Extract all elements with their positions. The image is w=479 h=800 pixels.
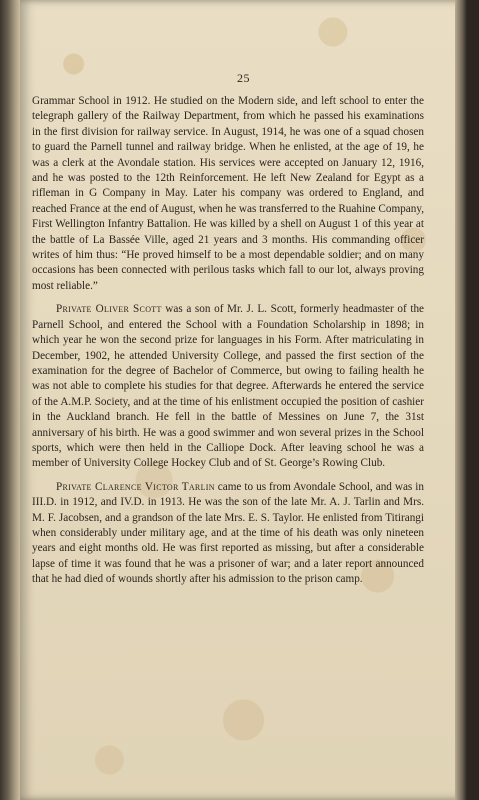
paragraph-text: was a son of Mr. J. L. Scott, formerly headmaster of the Parnell School, and entered the School with a Foundation Scholarship in 1898; in which year he won the second prize for languages in his Form. After matriculating in December, 1902, he attended University College, and passed the first section of the examination for the degree of Bachelor of Commerce, but owing to failing health he was not able to complete his studies for that degree. Afterwards he entered the service of the A.M.P. Society, and at the time of his enlistment occupied the position of cashier in the Auckland branch. He fell in the battle of Messines on June 7, the 31st anniversary of his birth. He was a good swimmer and won several prizes in the School sports, which were then held in the Calliope Dock. After leaving school he was a member of University College Hockey Club and of St. George’s Rowing Club.	[32, 303, 425, 470]
page-body	[32, 94, 424, 588]
book-spine	[0, 0, 20, 800]
page-number: 25	[237, 71, 250, 85]
soldier-name: Private Clarence Victor Tarlin	[56, 480, 215, 493]
paragraph-oliver-scott	[32, 302, 424, 471]
book-page	[20, 0, 467, 800]
paragraph-text: came to us from Avondale School, and was in III.D. in 1912, and IV.D. in 1913. He was the son of the late Mr. A. J. Tarlin and Mrs. M. F. Jacobsen, and a grandson of the late Mrs. E. S. Taylor. He enlisted from Titirangi when considerably under military age, and at the time of his death was only nineteen years and eight months old. He was first reported as missing, but after a considerable lapse of time it was found that he was a prisoner of war; and a later report announced that he had died of wounds shortly after his admission to the prison camp.	[32, 480, 424, 586]
page-edge	[455, 0, 467, 800]
paragraph-clarence-tarlin	[32, 480, 424, 588]
paragraph-continued	[32, 94, 424, 294]
soldier-name: Private Oliver Scott	[56, 303, 162, 316]
paragraph-text: Grammar School in 1912. He studied on the Modern side, and left school to enter the telegraph gallery of the Railway Department, from which he passed his examinations in the first division for railway service. In August, 1914, he was one of a squad chosen to guard the Parnell tunnel and railway bridge. When he enlisted, at the age of 19, he was a clerk at the Avondale station. His services were accepted on January 12, 1916, and he was posted to the 12th Reinforcement. He left New Zealand for Egypt as a rifleman in G Company in May. Later his company was ordered to England, and reached France at the end of August, when he was transferred to the Ruahine Company, First Wellington Infantry Battalion. He was killed by a shell on August 1 of this year at the battle of La Bassée Ville, aged 21 years and 3 months. His commanding officer writes of him thus: “He proved himself to be a most dependable soldier; and on many occasions has been connected with perilous tasks which fall to our lot, always proving most reliable.”	[32, 95, 424, 292]
